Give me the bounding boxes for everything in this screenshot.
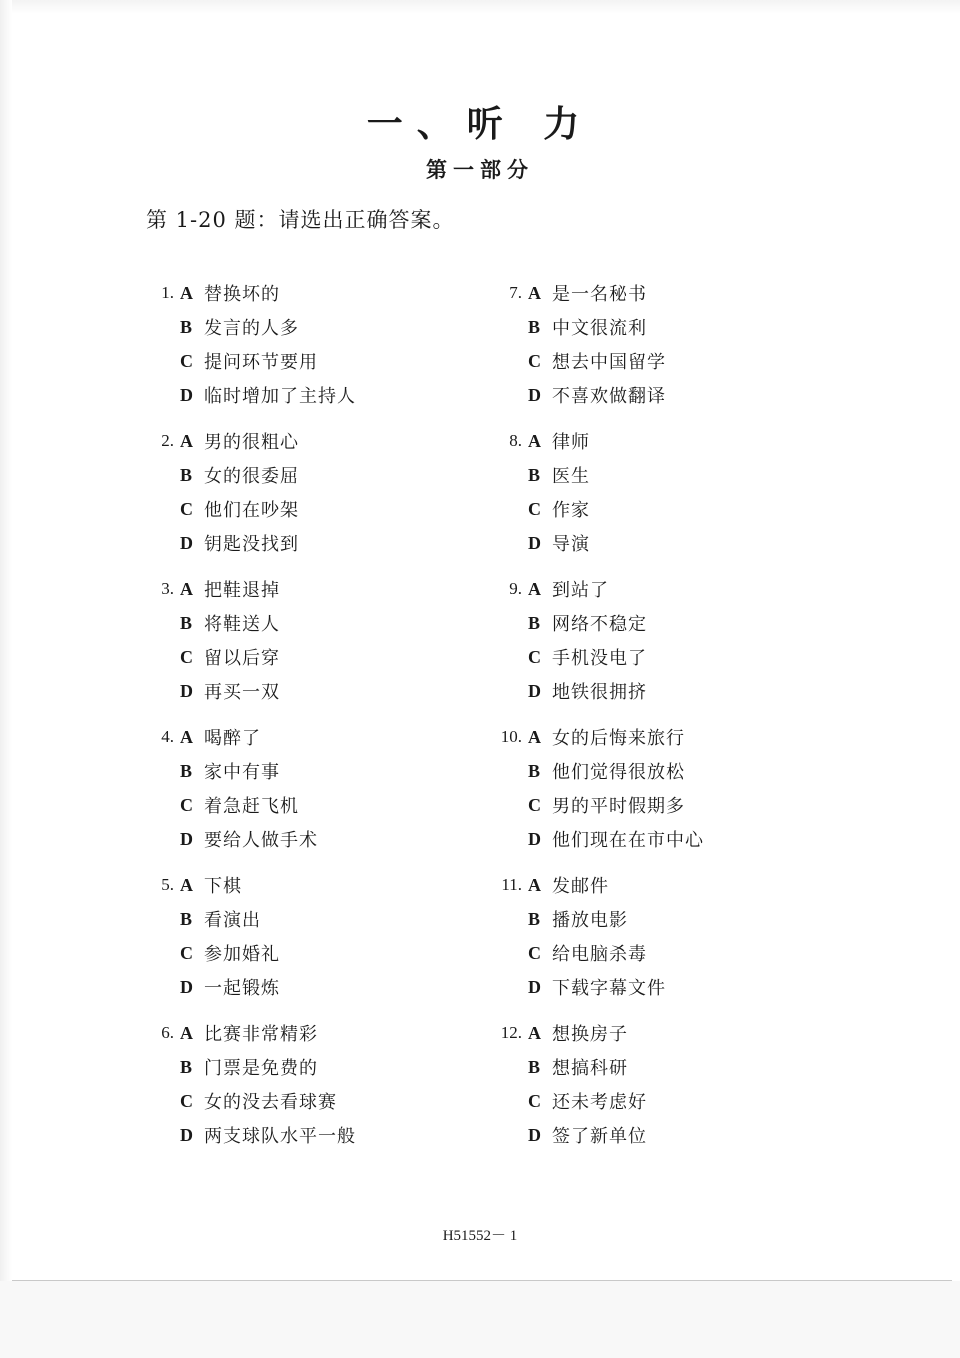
answer-option[interactable]	[488, 1016, 828, 1050]
option-letter: B	[528, 612, 541, 633]
option-letter: B	[180, 612, 193, 633]
question-number: 2.	[161, 431, 174, 450]
question-item	[140, 720, 480, 868]
option-text: 喝醉了	[204, 728, 261, 749]
option-text: 到站了	[552, 580, 609, 601]
option-letter: B	[528, 464, 541, 485]
option-letter: D	[180, 1124, 193, 1145]
answer-option[interactable]	[140, 720, 480, 754]
instructions: 第 1-20 题：请选出正确答案。	[146, 208, 455, 232]
option-letter: D	[180, 532, 193, 553]
option-text: 将鞋送人	[204, 614, 280, 635]
answer-option[interactable]	[488, 640, 828, 674]
option-text: 男的平时假期多	[552, 796, 685, 817]
answer-option[interactable]	[140, 424, 480, 458]
question-number: 1.	[161, 283, 174, 302]
option-letter: D	[528, 828, 541, 849]
option-text: 一起锻炼	[204, 978, 280, 999]
answer-option[interactable]	[488, 720, 828, 754]
answer-option[interactable]	[140, 492, 480, 526]
question-number: 8.	[509, 431, 522, 450]
option-letter: A	[528, 430, 541, 451]
answer-option[interactable]	[140, 674, 480, 708]
option-text: 把鞋退掉	[204, 580, 280, 601]
option-letter: A	[528, 282, 541, 303]
option-letter: D	[528, 384, 541, 405]
option-text: 不喜欢做翻译	[552, 386, 666, 407]
option-text: 手机没电了	[552, 648, 647, 669]
option-text: 下载字幕文件	[552, 978, 666, 999]
question-item	[488, 424, 828, 572]
questions-left-column	[140, 276, 480, 1164]
question-item	[140, 276, 480, 424]
question-item	[488, 868, 828, 1016]
answer-option[interactable]	[140, 970, 480, 1004]
page-code: H51552－ 1	[442, 1228, 518, 1244]
answer-option[interactable]	[488, 822, 828, 856]
option-letter: D	[528, 1124, 541, 1145]
option-text: 他们觉得很放松	[552, 762, 685, 783]
option-text: 发邮件	[552, 876, 609, 897]
option-text: 他们现在在市中心	[552, 830, 704, 851]
option-text: 门票是免费的	[204, 1058, 318, 1079]
answer-option[interactable]	[488, 754, 828, 788]
questions-right-column	[488, 276, 828, 1164]
option-letter: D	[528, 976, 541, 997]
option-letter: A	[180, 578, 193, 599]
answer-option[interactable]	[488, 902, 828, 936]
option-letter: B	[180, 908, 193, 929]
answer-option[interactable]	[488, 1084, 828, 1118]
answer-option[interactable]	[140, 1050, 480, 1084]
scan-edge-top	[0, 0, 960, 14]
option-text: 导演	[552, 534, 590, 555]
answer-option[interactable]	[488, 344, 828, 378]
option-text: 家中有事	[204, 762, 280, 783]
option-text: 临时增加了主持人	[204, 386, 356, 407]
question-number: 3.	[161, 579, 174, 598]
option-letter: C	[180, 498, 193, 519]
answer-option[interactable]	[140, 378, 480, 412]
option-text: 签了新单位	[552, 1126, 647, 1147]
option-letter: D	[180, 976, 193, 997]
question-number: 7.	[509, 283, 522, 302]
question-item	[140, 868, 480, 1016]
answer-option[interactable]	[140, 458, 480, 492]
option-text: 律师	[552, 432, 590, 453]
answer-option[interactable]	[140, 902, 480, 936]
option-letter: B	[528, 908, 541, 929]
option-text: 给电脑杀毒	[552, 944, 647, 965]
answer-option[interactable]	[140, 276, 480, 310]
option-letter: A	[528, 874, 541, 895]
option-letter: B	[180, 760, 193, 781]
option-text: 看演出	[204, 910, 261, 931]
answer-option[interactable]	[140, 606, 480, 640]
answer-option[interactable]	[488, 424, 828, 458]
option-text: 想换房子	[552, 1024, 628, 1045]
option-letter: D	[528, 680, 541, 701]
answer-option[interactable]	[488, 526, 828, 560]
question-number: 9.	[509, 579, 522, 598]
answer-option[interactable]	[140, 526, 480, 560]
answer-option[interactable]	[140, 310, 480, 344]
option-letter: D	[528, 532, 541, 553]
answer-option[interactable]	[140, 754, 480, 788]
option-text: 再买一双	[204, 682, 280, 703]
answer-option[interactable]	[488, 1050, 828, 1084]
answer-option[interactable]	[488, 970, 828, 1004]
option-text: 网络不稳定	[552, 614, 647, 635]
option-text: 要给人做手术	[204, 830, 318, 851]
option-text: 钥匙没找到	[204, 534, 299, 555]
part-title: 第一部分	[426, 157, 534, 182]
answer-option[interactable]	[488, 606, 828, 640]
answer-option[interactable]	[140, 788, 480, 822]
option-letter: A	[180, 430, 193, 451]
answer-option[interactable]	[140, 344, 480, 378]
option-letter: C	[528, 942, 541, 963]
option-text: 想去中国留学	[552, 352, 666, 373]
answer-option[interactable]	[140, 822, 480, 856]
option-text: 比赛非常精彩	[204, 1024, 318, 1045]
option-letter: C	[180, 942, 193, 963]
option-text: 男的很粗心	[204, 432, 299, 453]
question-item	[140, 572, 480, 720]
answer-option[interactable]	[488, 788, 828, 822]
answer-option[interactable]	[140, 1118, 480, 1152]
option-letter: A	[180, 282, 193, 303]
answer-option[interactable]	[488, 1118, 828, 1152]
option-letter: B	[528, 1056, 541, 1077]
question-number: 5.	[161, 875, 174, 894]
option-text: 替换坏的	[204, 284, 280, 305]
option-text: 医生	[552, 466, 590, 487]
option-text: 作家	[552, 500, 590, 521]
answer-option[interactable]	[488, 572, 828, 606]
option-letter: A	[180, 726, 193, 747]
scan-edge-left	[0, 0, 12, 1358]
question-number: 12.	[500, 1023, 522, 1042]
answer-option[interactable]	[488, 310, 828, 344]
answer-option[interactable]	[140, 1084, 480, 1118]
option-letter: C	[180, 646, 193, 667]
answer-option[interactable]	[140, 640, 480, 674]
option-text: 两支球队水平一般	[204, 1126, 356, 1147]
option-letter: A	[528, 1022, 541, 1043]
option-letter: C	[528, 498, 541, 519]
option-text: 女的没去看球赛	[204, 1092, 337, 1113]
answer-option[interactable]	[140, 1016, 480, 1050]
option-letter: C	[180, 1090, 193, 1111]
option-letter: B	[180, 1056, 193, 1077]
answer-option[interactable]	[488, 492, 828, 526]
section-title: 一、听 力	[366, 103, 594, 145]
question-number: 10.	[500, 727, 522, 746]
question-number: 11.	[501, 875, 522, 894]
answer-option[interactable]	[488, 276, 828, 310]
option-letter: C	[528, 350, 541, 371]
answer-option[interactable]	[140, 936, 480, 970]
answer-option[interactable]	[488, 378, 828, 412]
option-letter: D	[180, 384, 193, 405]
question-item	[488, 720, 828, 868]
option-text: 他们在吵架	[204, 500, 299, 521]
option-letter: C	[180, 350, 193, 371]
option-text: 提问环节要用	[204, 352, 318, 373]
question-item	[488, 276, 828, 424]
option-text: 参加婚礼	[204, 944, 280, 965]
option-text: 播放电影	[552, 910, 628, 931]
option-letter: D	[180, 828, 193, 849]
option-letter: C	[528, 646, 541, 667]
option-letter: A	[180, 1022, 193, 1043]
option-text: 还未考虑好	[552, 1092, 647, 1113]
option-letter: B	[180, 316, 193, 337]
option-letter: C	[528, 1090, 541, 1111]
answer-option[interactable]	[488, 458, 828, 492]
question-item	[140, 424, 480, 572]
option-letter: A	[528, 578, 541, 599]
question-item	[488, 1016, 828, 1164]
option-text: 下棋	[204, 876, 242, 897]
option-text: 中文很流利	[552, 318, 647, 339]
option-text: 着急赶飞机	[204, 796, 299, 817]
option-letter: D	[180, 680, 193, 701]
answer-option[interactable]	[488, 868, 828, 902]
option-text: 想搞科研	[552, 1058, 628, 1079]
option-letter: B	[180, 464, 193, 485]
page-bottom-area	[0, 1281, 960, 1358]
question-item	[140, 1016, 480, 1164]
option-letter: B	[528, 316, 541, 337]
question-item	[488, 572, 828, 720]
option-text: 女的很委屈	[204, 466, 299, 487]
option-text: 女的后悔来旅行	[552, 728, 685, 749]
option-text: 地铁很拥挤	[552, 682, 647, 703]
option-letter: B	[528, 760, 541, 781]
option-text: 是一名秘书	[552, 284, 647, 305]
answer-option[interactable]	[140, 868, 480, 902]
option-letter: A	[180, 874, 193, 895]
option-letter: C	[528, 794, 541, 815]
answer-option[interactable]	[140, 572, 480, 606]
option-text: 留以后穿	[204, 648, 280, 669]
option-letter: A	[528, 726, 541, 747]
question-number: 6.	[161, 1023, 174, 1042]
answer-option[interactable]	[488, 674, 828, 708]
answer-option[interactable]	[488, 936, 828, 970]
option-text: 发言的人多	[204, 318, 299, 339]
option-letter: C	[180, 794, 193, 815]
question-number: 4.	[161, 727, 174, 746]
